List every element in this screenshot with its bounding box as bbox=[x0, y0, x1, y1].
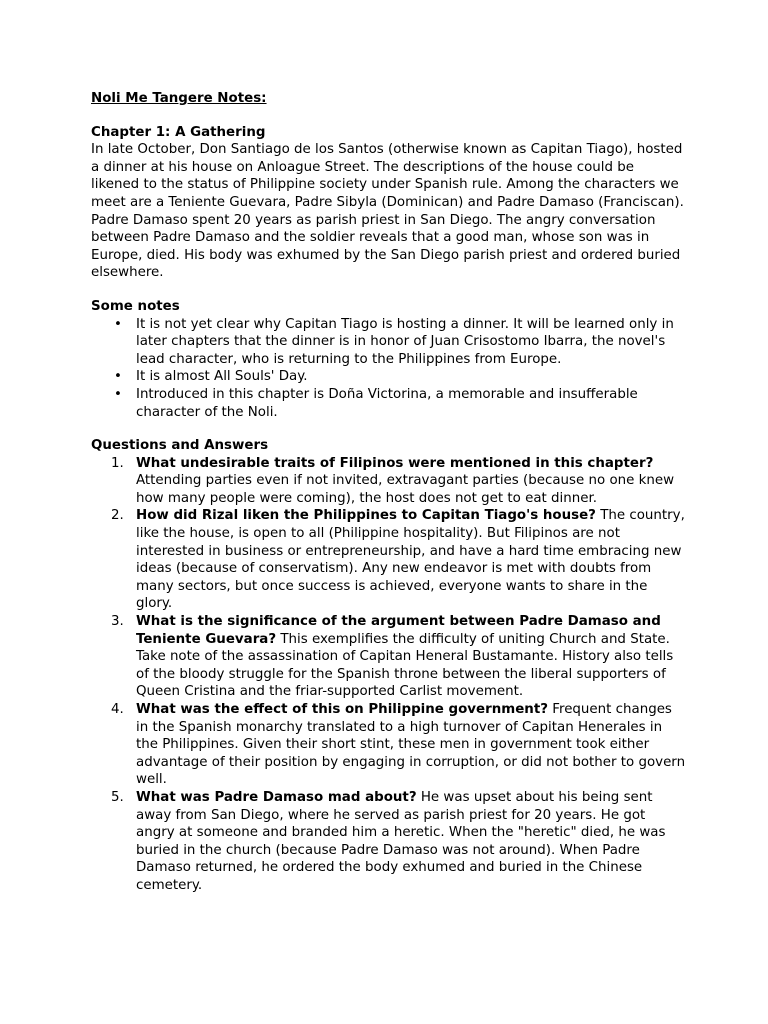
qa-answer: He was upset about his being sent away from San Diego, where he served as parish priest for 20 years. He got angry at someone and branded him a heretic. When the "heretic" died, he was buried in the church (because Padre Damaso was not around). When Padre Damaso returned, he ordered the body exhumed and buried in the Chinese cemetery. bbox=[136, 789, 666, 893]
qa-number: 1. bbox=[111, 455, 124, 471]
qa-answer: This exemplifies the difficulty of uniting Church and State. Take note of the assassination of Capitan Heneral Bustamante. History also tells of the bloody struggle for the Spanish throne between the liberal supporters of Queen Cristina and the friar-supported Carlist movement. bbox=[136, 631, 674, 700]
bullet-icon: • bbox=[114, 369, 122, 385]
note-text: Introduced in this chapter is Doña Victorina, a memorable and insufferable character of the Noli. bbox=[136, 386, 638, 420]
chapter-heading: Chapter 1: A Gathering bbox=[91, 124, 266, 140]
qa-number: 2. bbox=[111, 508, 124, 524]
qa-number: 4. bbox=[111, 702, 124, 717]
document-title: Noli Me Tangere Notes: bbox=[91, 91, 267, 106]
bullet-icon: • bbox=[114, 316, 122, 332]
qa-question: What undesirable traits of Filipinos were mentioned in this chapter? bbox=[136, 455, 654, 471]
note-item bbox=[114, 316, 686, 369]
notes-heading: Some notes bbox=[91, 298, 180, 314]
note-item bbox=[114, 368, 686, 386]
qa-question: How did Rizal liken the Philippines to Capitan Tiago's house? bbox=[136, 508, 596, 524]
qa-item bbox=[111, 613, 686, 701]
qa-question: What is the significance of the argument between Padre Damaso and Teniente Guevara? bbox=[136, 614, 661, 647]
qa-number: 5. bbox=[111, 789, 124, 805]
qa-question: What was Padre Damaso mad about? bbox=[136, 789, 417, 805]
qa-item bbox=[111, 701, 686, 789]
note-text: It is not yet clear why Capitan Tiago is hosting a dinner. It will be learned only in later chapters that the dinner is in honor of Juan Crisostomo Ibarra, the novel's lead character, who is returning to the Philippines from Europe. bbox=[136, 316, 674, 367]
note-text: It is almost All Souls' Day. bbox=[136, 369, 308, 385]
qa-item bbox=[111, 789, 686, 895]
qa-answer: Frequent changes in the Spanish monarchy translated to a high turnover of Capitan Henerales in the Philippines. Given their short stint, these men in government took either advantage of their position by engaging in corruption, or did not bother to govern well. bbox=[136, 702, 686, 788]
qa-list bbox=[91, 455, 686, 895]
document-page bbox=[91, 90, 686, 895]
qa-item bbox=[111, 455, 686, 508]
bullet-icon: • bbox=[114, 386, 122, 402]
note-item bbox=[114, 386, 686, 421]
qa-answer: Attending parties even if not invited, extravagant parties (because no one knew how many people were coming), the host does not get to eat dinner. bbox=[136, 473, 675, 506]
qa-question: What was the effect of this on Philippine government? bbox=[136, 702, 548, 717]
qa-item bbox=[111, 507, 686, 613]
qa-heading: Questions and Answers bbox=[91, 438, 269, 454]
chapter-summary: In late October, Don Santiago de los Santos (otherwise known as Capitan Tiago), hosted a dinner at his house on Anloague Street. The descriptions of the house could be likened to the status of Philippine society under Spanish rule. Among the characters we meet are a Teniente Guevara, Padre Sibyla (Dominican) and Padre Damaso (Franciscan). Padre Damaso spent 20 years as parish priest in San Diego. The angry conversation between Padre Damaso and the soldier reveals that a good man, whose son was in Europe, died. His body was exhumed by the San Diego parish priest and ordered buried elsewhere. bbox=[91, 142, 684, 281]
notes-list bbox=[91, 316, 686, 422]
qa-answer: The country, like the house, is open to all (Philippine hospitality). But Filipinos are not interested in business or entrepreneurship, and have a hard time embracing new ideas (because of conservatism). Any new endeavor is met with doubts from many sectors, but once success is achieved, everyone wants to share in the glory. bbox=[136, 508, 685, 612]
qa-number: 3. bbox=[111, 614, 124, 630]
